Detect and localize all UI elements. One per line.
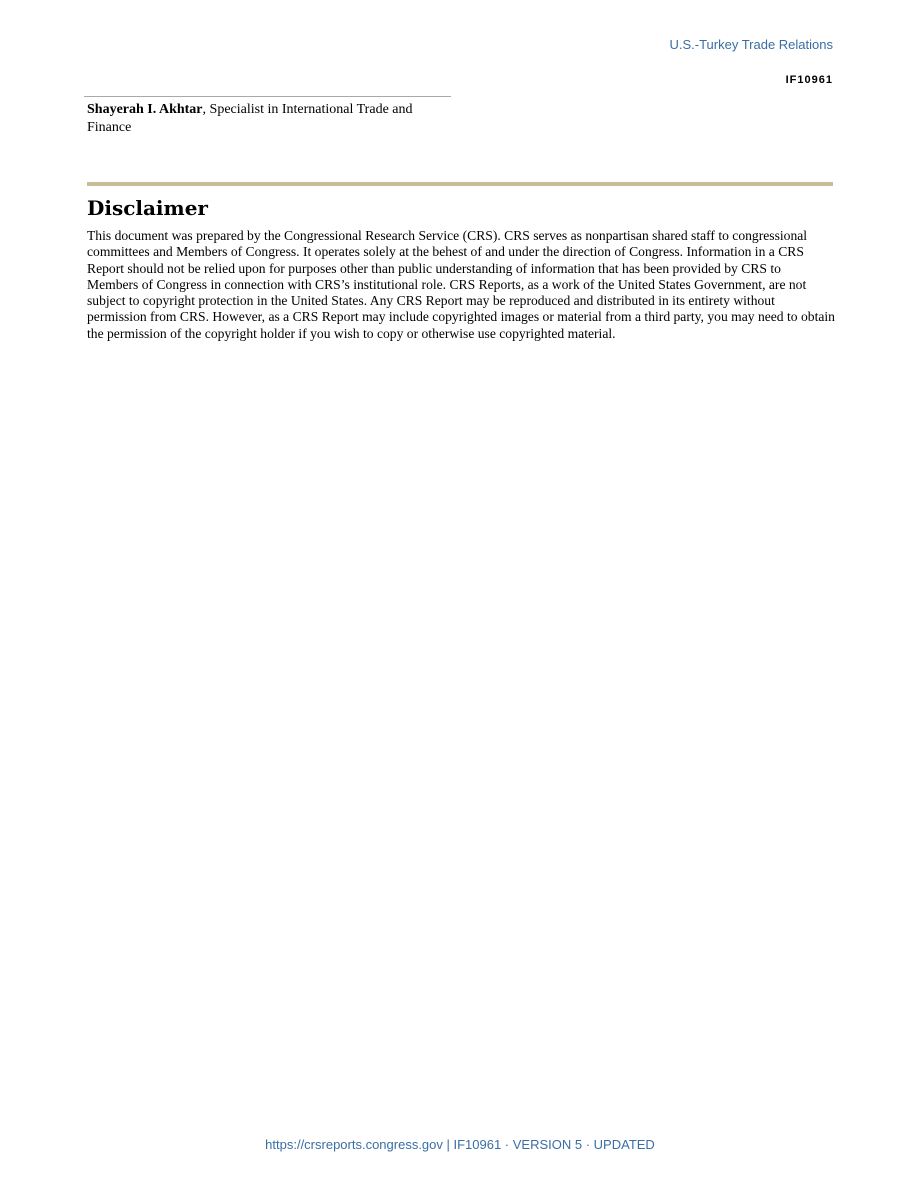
author-name: Shayerah I. Akhtar <box>87 102 203 117</box>
report-id: IF10961 <box>785 74 833 86</box>
section-divider <box>87 182 833 186</box>
disclaimer-body: This document was prepared by the Congressional Research Service (CRS). CRS serves as nonpartisan shared staff to congressional committees and Members of Congress. It operates solely at the behest of and under the direction of Congress. Information in a CRS Report should not be relied upon for purposes other than public understanding of information that has been provided by CRS to Members of Congress in connection with CRS’s institutional role. CRS Reports, as a work of the United States Government, are not subject to copyright protection in the United States. Any CRS Report may be reproduced and distributed in its entirety without permission from CRS. However, as a CRS Report may include copyrighted images or material from a third party, you may need to obtain the permission of the copyright holder if you wish to copy or otherwise use copyrighted material. <box>87 228 835 341</box>
author-line <box>87 101 457 137</box>
author-divider <box>84 96 451 97</box>
page-footer[interactable]: https://crsreports.congress.gov | IF10961 · VERSION 5 · UPDATED <box>265 1137 655 1152</box>
running-title: U.S.-Turkey Trade Relations <box>669 37 833 52</box>
disclaimer-heading: Disclaimer <box>87 196 208 220</box>
author-title: , Specialist in International Trade and Finance <box>87 102 413 135</box>
